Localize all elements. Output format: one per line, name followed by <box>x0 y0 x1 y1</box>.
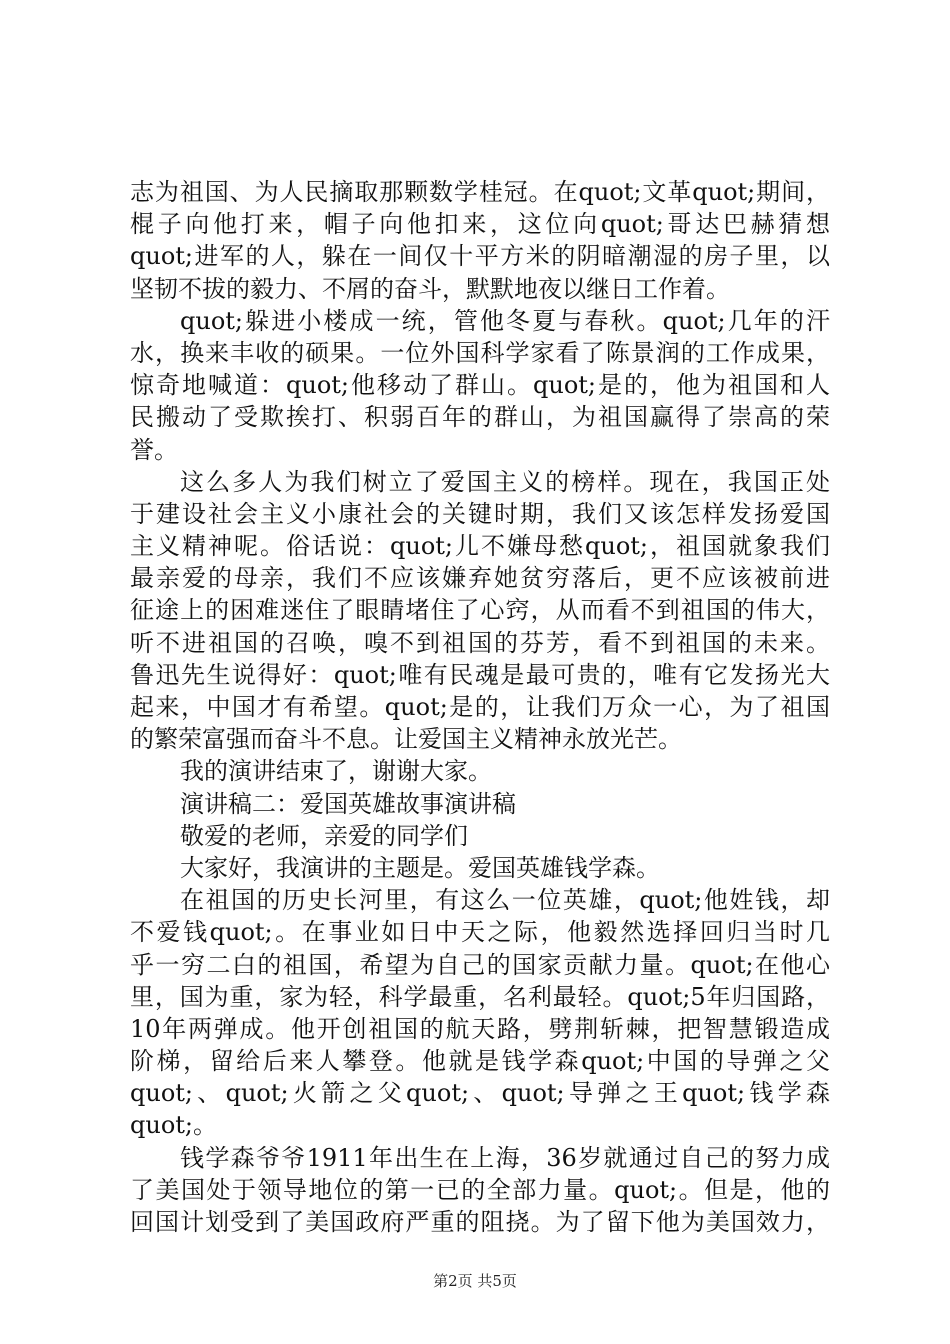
text-line: 不爱钱quot;。在事业如日中天之际，他毅然选择回归当时几 <box>130 918 830 947</box>
text-line: 这么多人为我们树立了爱国主义的榜样。现在，我国正处 <box>180 467 830 496</box>
text-line: 敬爱的老师，亲爱的同学们 <box>180 821 468 850</box>
text-line: 钱学森爷爷1911年出生在上海，36岁就通过自己的努力成 <box>180 1143 830 1172</box>
text-line: 最亲爱的母亲，我们不应该嫌弃她贫穷落后，更不应该被前进 <box>130 564 830 593</box>
text-line: 演讲稿二：爱国英雄故事演讲稿 <box>180 789 516 818</box>
text-line: quot;躲进小楼成一统，管他冬夏与春秋。quot;几年的汗 <box>180 306 830 335</box>
text-line: 的繁荣富强而奋斗不息。让爱国主义精神永放光芒。 <box>130 725 682 754</box>
text-line: 大家好，我演讲的主题是。爱国英雄钱学森。 <box>180 853 660 882</box>
text-line: 了美国处于领导地位的第一已的全部力量。quot;。但是，他的 <box>130 1175 830 1204</box>
text-line: quot;、quot;火箭之父quot;、quot;导弹之王quot;钱学森 <box>130 1079 830 1108</box>
text-line: 征途上的困难迷住了眼睛堵住了心窍，从而看不到祖国的伟大， <box>130 596 830 625</box>
text-line: 我的演讲结束了，谢谢大家。 <box>180 757 492 786</box>
text-line: 誉。 <box>130 435 178 464</box>
page-footer: 第2页 共5页 <box>433 1272 517 1290</box>
text-line: 里，国为重，家为轻，科学最重，名利最轻。quot;5年归国路， <box>130 982 830 1011</box>
text-line: 鲁迅先生说得好：quot;唯有民魂是最可贵的，唯有它发扬光大 <box>130 660 830 689</box>
text-line: 水，换来丰收的硕果。一位外国科学家看了陈景润的工作成果， <box>130 338 830 367</box>
text-line: 回国计划受到了美国政府严重的阻挠。为了留下他为美国效力， <box>130 1208 830 1236</box>
text-line: 在祖国的历史长河里，有这么一位英雄，quot;他姓钱，却 <box>180 886 830 915</box>
text-line: 主义精神呢。俗话说：quot;儿不嫌母愁quot;，祖国就象我们 <box>130 532 830 561</box>
text-line: 志为祖国、为人民摘取那颗数学桂冠。在quot;文革quot;期间， <box>130 178 830 206</box>
text-line: 棍子向他打来，帽子向他扣来，这位向quot;哥达巴赫猜想 <box>130 210 830 239</box>
text-line: 惊奇地喊道：quot;他移动了群山。quot;是的，他为祖国和人 <box>130 371 830 400</box>
text-line: quot;。 <box>130 1111 217 1140</box>
text-line: 民搬动了受欺挨打、积弱百年的群山，为祖国赢得了崇高的荣 <box>130 403 830 432</box>
text-line: 听不进祖国的召唤，嗅不到祖国的芬芳，看不到祖国的未来。 <box>130 628 830 657</box>
text-line: 起来，中国才有希望。quot;是的，让我们万众一心，为了祖国 <box>130 693 830 721</box>
text-line: quot;进军的人，躲在一间仅十平方米的阴暗潮湿的房子里，以 <box>130 242 830 271</box>
document-body <box>130 176 830 1238</box>
text-line: 乎一穷二白的祖国，希望为自己的国家贡献力量。quot;在他心 <box>130 950 830 979</box>
text-line: 阶梯，留给后来人攀登。他就是钱学森quot;中国的导弹之父 <box>130 1047 830 1076</box>
text-line: 坚韧不拔的毅力、不屑的奋斗，默默地夜以继日工作着。 <box>130 274 730 303</box>
text-line: 于建设社会主义小康社会的关键时期，我们又该怎样发扬爱国 <box>130 499 830 528</box>
text-line: 10年两弹成。他开创祖国的航天路，劈荆斩棘，把智慧锻造成 <box>130 1014 830 1043</box>
